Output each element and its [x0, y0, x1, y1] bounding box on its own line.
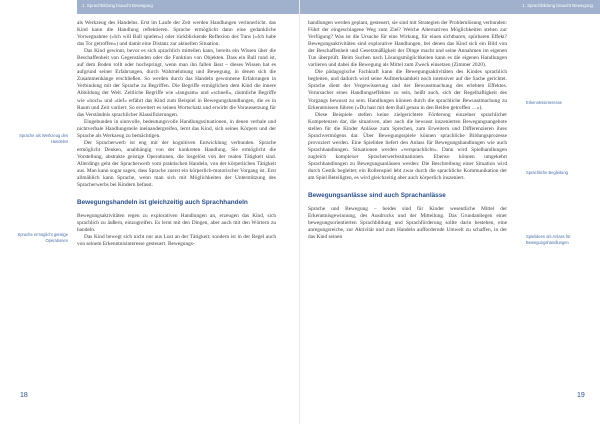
- body-text-column: [77, 20, 276, 248]
- paragraph: Sprache und Bewegung – beides sind für Kinder wesentliche Mittel der Erkenntnisgewinnung, des Ausdrucks und der Mitteilung. Das Grundanliegen einer bewegungsorientierten Sprachbildung und Sprachförderung sollte darin bestehen, eine anregungsreiche, zur Aktivität und zum Handeln auffordernde Umwelt zu schaffen, in der das Kind seinen: [308, 206, 507, 241]
- paragraph: Der Spracherwerb ist eng mit der kognitiven Entwicklung verbunden. Sprache ermöglicht Denken, unabhängig von der konkreten Handlung. Sie ermöglicht die Vorstellung, abstrakte geistige Operationen, die losgelöst von der realen Tätigkeit sind. Allerdings geht der Spracherwerb vom praktischen Handeln, von der körperlichen Tätigkeit aus. Man kann sogar sagen, dass Sprache zuerst ein körperlich-motorischer Vorgang ist. Erst allmählich kann Sprache, wenn man sich mit Möglichkeiten der Unterstützung des Spracherwerbs bei Kindern befasst.: [77, 139, 276, 189]
- paragraph: Bewegungsaktivitäten regen zu explorativen Handlungen an, erzeugen das Kind, sich sprachlich zu äußern, einzugreifen. Es lernt mit den Dingen, aber auch mit den Wörtern zu handeln.: [77, 213, 276, 234]
- margin-note: Spielideen als Anlass für Bewegungshandlungen: [526, 234, 571, 245]
- paragraph: Diese Beispiele stellen keine zielgerichtete Förderung einzelner sprachlicher Kompetenzen dar, die situativen, aber auch die bewusst inszenierten Bewegungsangebote stellen für die Kinder Anlässe zum Sprechen, zum Erweitern und Differenzieren ihres Sprachvermögens dar. Über Bewegungsspiele können sprachliche Bildungsprozesse provoziert werden. Eine Spielidee liefert den Anlass für Bewegungshandlungen wie auch Sprachhandlungen. Situationen werden »versprachlicht«. Dann wird Spielhandlungen zugleich komplexer Spracherwerbssituationen. Ebenso können umgekehrt Sprachhandlungen zu Bewegungsanlässen werden: Die Beschreibung einer Situation wird durch Gestik begleitet; ein Rollenspiel lebt zwar durch die sprachliche Kommunikation der am Spiel Beteiligten, es wird gleichzeitig aber auch körperlich inszeniert.: [308, 111, 507, 182]
- section-heading: Bewegungshandeln ist gleichzeitig auch Sprachhandeln: [77, 199, 248, 207]
- paragraph: als Werkzeug des Handelns. Erst im Laufe der Zeit werden Handlungen verinnerlicht. das Kind kann die Handlung reflektieren. Sprache ermöglicht dann eine gedankliche Vorwegnahme (»Ich will Ball spielen«) oder rückblickende Reflexion des Tuns (»Ich habe das Tor getroffen«) und damit eine Distanz zur aktuellen Situation.: [77, 20, 276, 48]
- paragraph: Eingebunden in sinnvolle, bedeutungsvolle Handlungssituationen, in denen verbale und nichtverbale Handlungsteile ineinandergreifen, lernt das Kind, sich seines Körpers und der Sprache als Werkzeug zu bemächtigen.: [77, 118, 276, 139]
- paragraph: Die pädagogische Fachkraft kann die Bewegungsaktivitäten des Kindes sprachlich begleiten, und dadurch wird seine Aufmerksamkeit noch intensiver auf die Sache gerichtet. Sprache dient der Vergewisserung und der Bewusstmachung des erlebten Effektes. Verursacher eines Handlungseffektes zu sein, heißt auch, sich der Regelhaftigkeit des Vorgangs bewusst zu sein. Handlungen können durch die sprachliche Bewusstmachung zu Erkenntnissen führen (»Du hast mit dem Ball genau in den Reifen getroffen …«).: [308, 69, 507, 111]
- margin-note: Erkenntnisinteresse: [526, 100, 562, 105]
- paragraph: Das Kind gewinnt, bevor es sich sprachlich mitteilen kann, bereits ein Wissen über die Beschaffenheit von Gegenständen oder die Funktion von Objekten. Dass ein Ball rund ist, auf dem Boden rollt oder hochspringt, wenn man ihn fallen lässt – dieses Wissen hat es aufgrund seiner Erfahrungen, durch Wahrnehmung und Bewegung, in denen sich die Zusammenhänge erschließen. So werden durch das Handeln gewonnene Erfahrungen in Verbindung mit der Sprache zu Begriffen. Die Begriffe ermöglichen dem Kind die innere Abbildung der Welt. Zeitliche Begriffe wie »langsam« und »schnell«, räumliche Begriffe wie »hoch« und »tief« erfährt das Kind zum Beispiel in Bewegungshandlungen, die es in Raum und Zeit variiert. So erweitert es seinen Wortschatz und erwirbt die Voraussetzung für das Verständnis sprachlicher Klassifizierungen.: [77, 48, 276, 118]
- paragraph: Das Kind bewegt sich nicht nur aus Lust an der Tätigkeit; sondern ist in der Regel auch von seinem Erkenntnisinteresse gesteuert. Bewegungs-: [77, 234, 276, 248]
- margin-note: Sprache als Werkzeug des Handelns: [19, 133, 68, 144]
- page-number: 18: [20, 392, 28, 399]
- body-text-column: [308, 20, 507, 241]
- margin-note: Sprachliche Begleitung: [526, 170, 568, 175]
- running-header: 1. Sprachbildung braucht Bewegung: [522, 3, 593, 8]
- running-header: 1. Sprachbildung braucht Bewegung: [82, 3, 153, 8]
- page-number: 19: [577, 392, 585, 399]
- margin-note: Sprache ermöglicht geistige Operationen: [17, 232, 68, 243]
- section-heading: Bewegungsanlässe sind auch Sprachanlässe: [308, 192, 446, 200]
- paragraph: handlungen werden geplant, gesteuert, sie sind mit Strategien der Problemlösung verbunden: Führt der eingeschlagene Weg zum Ziel? Welche Alternativen Möglichkeiten stehen zur Verfügung? Was ist die Ursache für eine Wirkung, für einen sichtbaren, spürbaren Effekt? Bewegungsaktivitäten sind explorative Handlungen, bei denen das Kind sich ein Bild von der Beschaffenheit und Gesetzmäßigkeit der Dinge macht und seine Annahmen im eigenen Tun überprüft. Beim Suchen nach Lösungsmöglichkeiten kann es die eigenen Handlungen variieren und dabei die Bewegung als Mittel zum Zweck einsetzen (Zimmer 2020).: [308, 20, 507, 69]
- right-page: [300, 0, 600, 424]
